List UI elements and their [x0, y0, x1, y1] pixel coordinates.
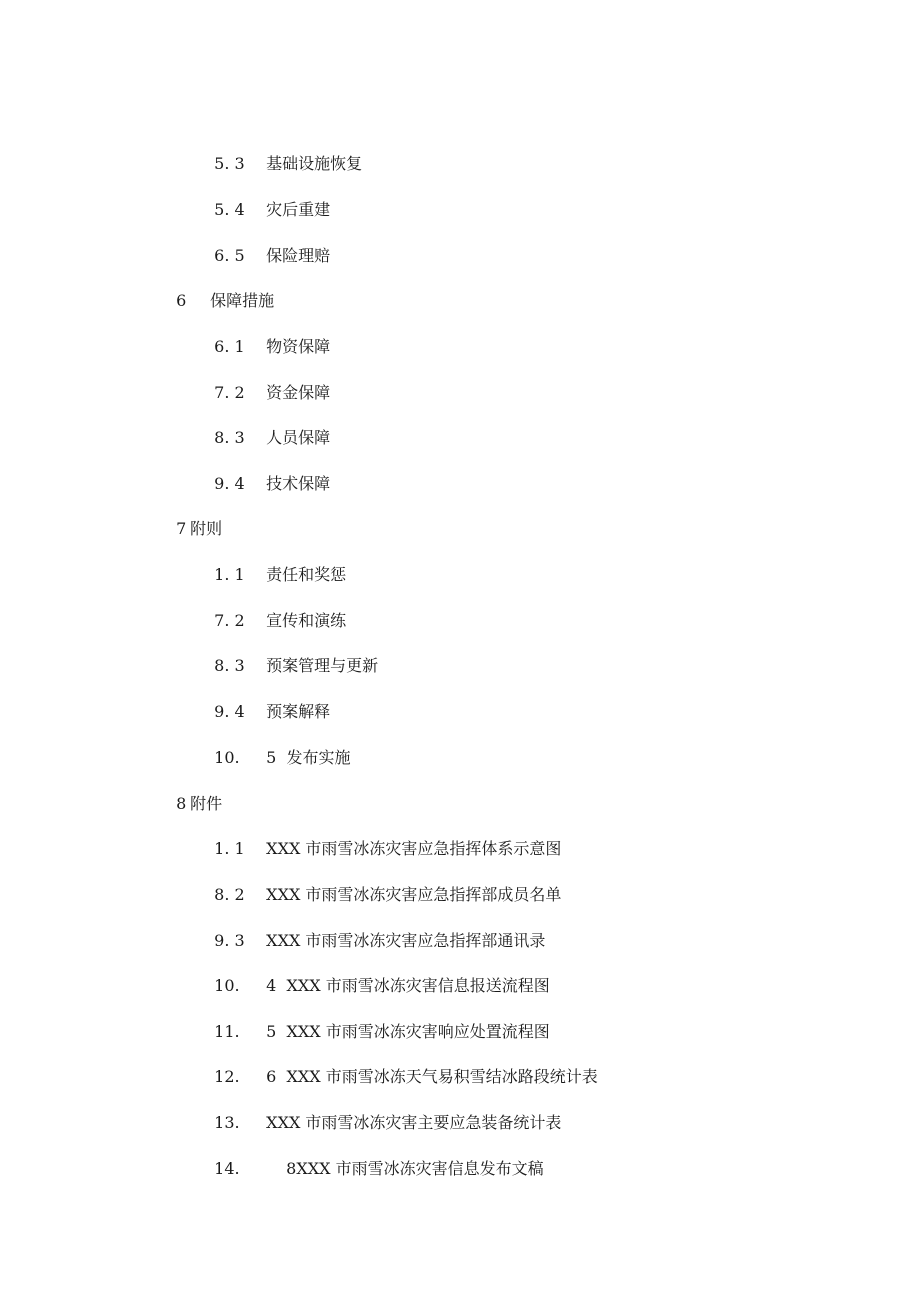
toc-number: 7. 2 [214, 611, 245, 630]
toc-entry-attach-8 [204, 1139, 544, 1178]
toc-entry-10-5 [204, 728, 351, 767]
toc-title: XXX 市雨雪冰冻灾害应急指挥体系示意图 [266, 839, 562, 858]
toc-entry-6-1 [204, 317, 331, 356]
toc-entry-attach-2 [204, 865, 562, 904]
toc-entry-5-3 [204, 134, 363, 173]
toc-entry-attach-5 [204, 1002, 550, 1041]
toc-entry-attach-6 [204, 1047, 598, 1086]
toc-number: 9. 3 [214, 931, 245, 950]
toc-number: 5. 4 [214, 200, 245, 219]
toc-title: 技术保障 [266, 474, 331, 493]
toc-number: 10. [214, 748, 240, 767]
toc-section-number: 7 [176, 519, 187, 538]
toc-entry-5-4 [204, 180, 331, 219]
toc-title: 预案解释 [266, 702, 331, 721]
toc-section-number: 6 [176, 291, 187, 310]
toc-entry-7-2b [204, 591, 347, 630]
toc-number: 1. 1 [214, 839, 245, 858]
toc-number: 8. 3 [214, 656, 245, 675]
toc-section-title: 保障措施 [210, 291, 275, 310]
toc-title: 保险理赔 [266, 246, 331, 265]
toc-title: XXX 市雨雪冰冻灾害应急指挥部通讯录 [266, 931, 546, 950]
toc-entry-8-3b [204, 636, 379, 675]
toc-number: 11. [214, 1022, 240, 1041]
toc-entry-1-1 [204, 545, 347, 584]
toc-number: 8. 2 [214, 885, 245, 904]
toc-title: 基础设施恢复 [266, 154, 363, 173]
toc-number: 8. 3 [214, 428, 245, 447]
toc-number: 6. 5 [214, 246, 245, 265]
toc-number: 7. 2 [214, 383, 245, 402]
toc-title: 物资保障 [266, 337, 331, 356]
toc-number: 10. [214, 976, 240, 995]
toc-number: 5. 3 [214, 154, 245, 173]
toc-title: 资金保障 [266, 383, 331, 402]
toc-number: 9. 4 [214, 702, 245, 721]
toc-number: 9. 4 [214, 474, 245, 493]
toc-section-title: 附则 [190, 519, 223, 538]
toc-section-6 [166, 271, 275, 310]
toc-title: 6 XXX 市雨雪冰冻天气易积雪结冰路段统计表 [266, 1067, 598, 1086]
toc-title: XXX 市雨雪冰冻灾害应急指挥部成员名单 [266, 885, 562, 904]
toc-number: 6. 1 [214, 337, 245, 356]
toc-entry-attach-7 [204, 1093, 562, 1132]
toc-section-7 [166, 499, 223, 538]
toc-title: 8XXX 市雨雪冰冻灾害信息发布文稿 [286, 1159, 544, 1178]
toc-title: 责任和奖惩 [266, 565, 347, 584]
toc-entry-8-3 [204, 408, 331, 447]
toc-title: 5 发布实施 [266, 748, 351, 767]
toc-entry-7-2 [204, 363, 331, 402]
toc-title: 5 XXX 市雨雪冰冻灾害响应处置流程图 [266, 1022, 550, 1041]
toc-entry-attach-4 [204, 956, 550, 995]
toc-entry-attach-1 [204, 819, 562, 858]
toc-entry-attach-3 [204, 911, 546, 950]
toc-section-number: 8 [176, 794, 187, 813]
toc-entry-9-4 [204, 454, 331, 493]
toc-number: 13. [214, 1113, 240, 1132]
toc-entry-9-4b [204, 682, 331, 721]
toc-title: XXX 市雨雪冰冻灾害主要应急装备统计表 [266, 1113, 562, 1132]
toc-entry-6-5 [204, 226, 331, 265]
toc-title: 4 XXX 市雨雪冰冻灾害信息报送流程图 [266, 976, 550, 995]
toc-title: 人员保障 [266, 428, 331, 447]
toc-title: 宣传和演练 [266, 611, 347, 630]
toc-number: 14. [214, 1159, 240, 1178]
toc-title: 预案管理与更新 [266, 656, 379, 675]
toc-section-title: 附件 [190, 794, 223, 813]
toc-section-8 [166, 774, 223, 813]
toc-number: 1. 1 [214, 565, 245, 584]
toc-title: 灾后重建 [266, 200, 331, 219]
toc-number: 12. [214, 1067, 240, 1086]
